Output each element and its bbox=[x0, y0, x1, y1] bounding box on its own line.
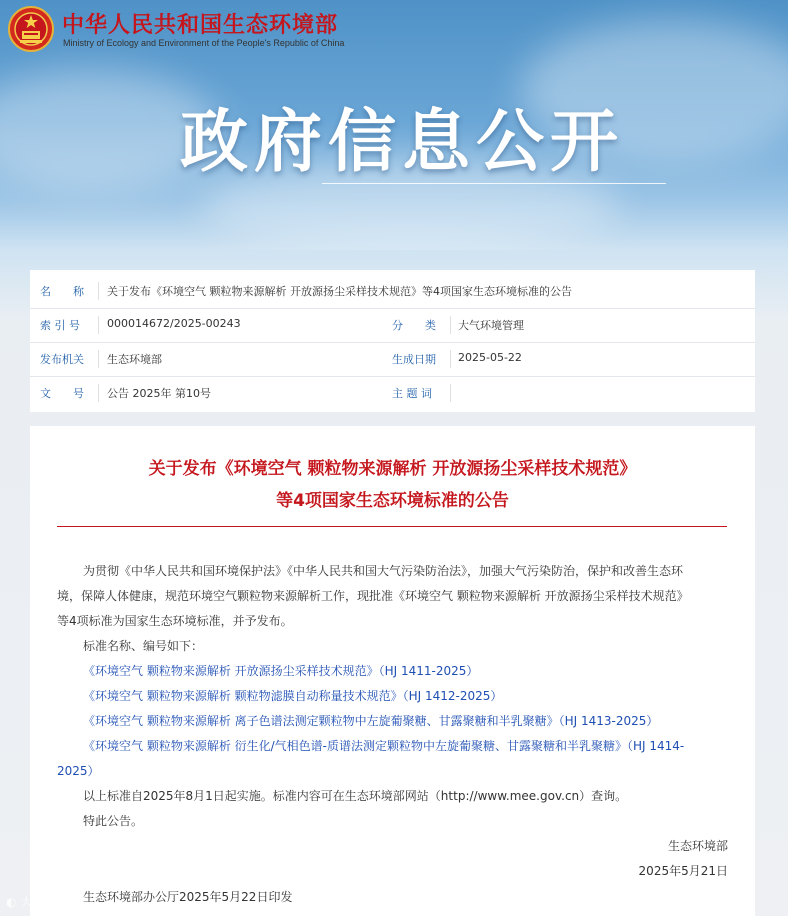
document-metadata-panel bbox=[30, 270, 755, 412]
national-emblem-icon[interactable] bbox=[8, 6, 54, 52]
watermark bbox=[6, 893, 68, 910]
signature-date: 2025年5月21日 bbox=[638, 864, 728, 878]
title-divider bbox=[57, 526, 727, 527]
standard-link-hj1414-cont[interactable]: 2025） bbox=[57, 764, 100, 778]
divider bbox=[98, 350, 99, 368]
keywords-label: 主 题 词 bbox=[392, 387, 432, 400]
date-value: 2025-05-22 bbox=[458, 351, 522, 364]
index-value: 000014672/2025-00243 bbox=[107, 317, 241, 330]
site-name-cn[interactable]: 中华人民共和国生态环境部 bbox=[62, 13, 339, 38]
name-label: 名 称 bbox=[40, 285, 84, 298]
index-label: 索 引 号 bbox=[40, 319, 80, 332]
meta-row-index bbox=[30, 308, 755, 343]
issuer-label: 发布机关 bbox=[40, 353, 84, 366]
date-label: 生成日期 bbox=[392, 353, 436, 366]
doc-number-value: 公告 2025年 第10号 bbox=[107, 387, 211, 400]
standard-link-hj1412[interactable]: 《环境空气 颗粒物来源解析 颗粒物滤膜自动称量技术规范》（HJ 1412-2025） bbox=[83, 689, 503, 703]
document-content-panel bbox=[30, 426, 755, 916]
body-paragraph: 境，保障人体健康，规范环境空气颗粒物来源解析工作，现批准《环境空气 颗粒物来源解析 开放源扬尘采样技术规范》 bbox=[57, 589, 689, 603]
category-label: 分 类 bbox=[392, 319, 436, 332]
meta-row-docnumber bbox=[30, 376, 755, 410]
standard-link-hj1413[interactable]: 《环境空气 颗粒物来源解析 离子色谱法测定颗粒物中左旋葡聚糖、甘露聚糖和半乳聚糖》（HJ 1413-2025） bbox=[83, 714, 659, 728]
body-paragraph: 为贯彻《中华人民共和国环境保护法》《中华人民共和国大气污染防治法》，加强大气污染防治，保护和改善生态环 bbox=[83, 564, 684, 578]
issued-note: 生态环境部办公厅2025年5月22日印发 bbox=[83, 890, 293, 904]
banner-underline bbox=[322, 183, 666, 184]
closing-text: 特此公告。 bbox=[83, 814, 144, 828]
implementation-note: 以上标准自2025年8月1日起实施。标准内容可在生态环境部网站（http://www.mee.gov.cn）查询。 bbox=[83, 789, 628, 803]
banner-title: 政府信息公开 bbox=[180, 103, 625, 182]
name-value: 关于发布《环境空气 颗粒物来源解析 开放源扬尘采样技术规范》等4项国家生态环境标准的公告 bbox=[107, 285, 572, 298]
standard-link-hj1414[interactable]: 《环境空气 颗粒物来源解析 衍生化/气相色谱-质谱法测定颗粒物中左旋葡聚糖、甘露聚糖和半乳聚糖》（HJ 1414- bbox=[83, 739, 685, 753]
list-intro: 标准名称、编号如下： bbox=[83, 639, 204, 653]
doc-number-label: 文 号 bbox=[40, 387, 84, 400]
standard-link-hj1411[interactable]: 《环境空气 颗粒物来源解析 开放源扬尘采样技术规范》（HJ 1411-2025） bbox=[83, 664, 479, 678]
issuer-value: 生态环境部 bbox=[107, 353, 162, 366]
meta-row-name bbox=[30, 274, 755, 309]
divider bbox=[98, 282, 99, 300]
meta-row-issuer bbox=[30, 342, 755, 377]
site-name-en: Ministry of Ecology and Environment of the People's Republic of China bbox=[63, 38, 345, 48]
watermark-text: 大欧新闻 bbox=[20, 895, 69, 909]
site-header bbox=[0, 0, 788, 250]
document-title-line2: 等4项国家生态环境标准的公告 bbox=[276, 491, 509, 511]
divider bbox=[450, 384, 451, 402]
category-value: 大气环境管理 bbox=[458, 319, 524, 332]
divider bbox=[450, 316, 451, 334]
divider bbox=[450, 350, 451, 368]
signature-org: 生态环境部 bbox=[667, 839, 728, 853]
divider bbox=[98, 316, 99, 334]
camera-icon: ◐ bbox=[6, 895, 17, 909]
body-paragraph: 等4项标准为国家生态环境标准，并予发布。 bbox=[57, 614, 293, 628]
divider bbox=[98, 384, 99, 402]
document-title-line1: 关于发布《环境空气 颗粒物来源解析 开放源扬尘采样技术规范》 bbox=[148, 459, 637, 479]
